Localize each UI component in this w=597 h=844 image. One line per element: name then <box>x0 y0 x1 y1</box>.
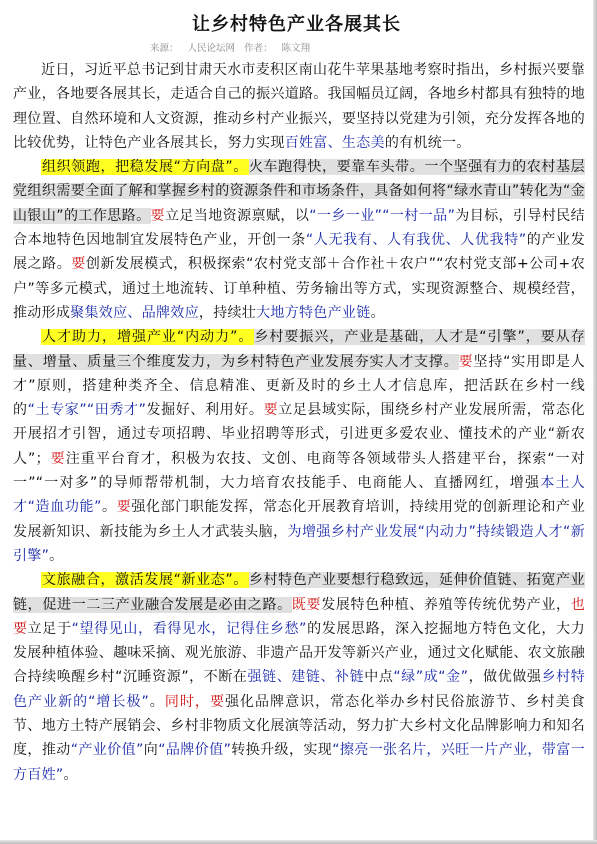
emphasis-text: 乡村特色产业新的“增长极” <box>13 669 585 710</box>
paragraph-text: 立足于 <box>27 620 72 637</box>
paragraph-text: 发展特色种植、养殖等传统优势产业， <box>321 596 571 613</box>
keyword-text: 要 <box>150 207 165 224</box>
paragraph-text: 近日，习近平总书记到甘肃天水市麦积区南山花牛苹果基地考察时指出，乡村振兴要靠产业，各地要各展其长，走适合自己的振兴道路。我国幅员辽阔，各地乡村都具有独特的地理位置、自然环境和人文资源，推动乡村产业振兴，要坚持以党建为引领，充分发挥各地的比较优势，让特色产业各展其长，努力实现 <box>13 62 585 151</box>
keyword-text: 同时， <box>164 693 210 710</box>
keyword-text: 要 <box>263 402 279 419</box>
paragraph-text: 发掘好、利用好。 <box>146 402 264 419</box>
emphasis-text: “望得见山，看得见水，记得住乡愁” <box>71 620 307 637</box>
article-paragraph <box>13 568 585 787</box>
paragraph-text: 。 <box>63 766 78 783</box>
paragraph-text: 创新发展模式，积极探索“农村党支部＋合作社＋农户”“农村党支部+公司+农户”等多元模式，通过土地流转、订单种植、劳务输出等方式，实现资源整合、规模经营，推动形成 <box>13 256 585 321</box>
emphasis-text: “绿”成“金” <box>393 669 469 686</box>
article-paragraph <box>13 325 585 568</box>
paragraph-text: 强化部门职能发挥，常态化开展教育培训，持续用党的创新理论和产业发展新知识、新技能为乡土人才武装头脑， <box>13 499 585 540</box>
article-meta <box>150 40 316 54</box>
author-label: 作者： <box>244 43 273 54</box>
highlighted-text: 火车跑得快，要靠车头带。一个坚强有力的农村基层党组织需要全面了解和掌握乡村的资源条件和市场条件，具备如何将“绿水青山”转化为“金山银山”的工作思路。 <box>13 159 585 224</box>
keyword-text: 也要 <box>13 596 585 637</box>
article-body <box>13 58 585 787</box>
highlighted-text: 乡村要振兴，产业是基础，人才是“引擎”，要从存量、增量、质量三个维度发力，为乡村特色产业发展夯实人才支撑。 <box>13 329 585 370</box>
paragraph-text: 的有机统一。 <box>384 134 471 151</box>
page-shadow-bottom <box>0 840 597 844</box>
paragraph-text: 中点 <box>364 669 394 686</box>
keyword-text: 要 <box>458 353 474 370</box>
emphasis-text: “品牌价值” <box>158 742 232 759</box>
paragraph-text: 。 <box>149 693 165 710</box>
paragraph-text: 。 <box>101 499 117 516</box>
emphasis-text: “产业价值” <box>70 742 144 759</box>
emphasis-text: “人无我有、人有我优、人优我特” <box>305 232 527 249</box>
paragraph-text: 。 <box>49 547 64 564</box>
paragraph-text: 的产业发展之路。 <box>13 232 586 273</box>
paragraph-text: 为目标，引导村民结合本地特色因地制宜发展特色产业，开创一条 <box>13 207 585 249</box>
paragraph-text: ，做优做强 <box>468 669 542 686</box>
emphasis-text: 本土人才“造血功能” <box>13 475 586 516</box>
emphasis-text: 百姓富、生态美 <box>284 134 385 151</box>
emphasis-text: “土专家”“田秀才” <box>27 402 147 419</box>
paragraph-text: 注重平台育才，积极为农技、文创、电商等各领域带头人搭建平台，探索“一对一”“一对多”的导师帮带机制，大力培育农技能手、电商能人、直播网红，增强 <box>13 450 585 492</box>
emphasis-text: 聚集效应、品牌效应 <box>70 304 199 321</box>
keyword-text: 要 <box>116 499 132 516</box>
keyword-text: 要 <box>209 693 225 710</box>
section-heading: 文旅融合，激活发展“新业态”。 <box>42 572 248 589</box>
source-value: 人民论坛网 <box>187 43 236 54</box>
keyword-text: 要 <box>49 450 66 467</box>
paragraph-text: 。 <box>370 304 385 321</box>
keyword-text: 要 <box>71 256 86 273</box>
section-heading: 组织领跑，把稳发展“方向盘”。 <box>42 159 248 176</box>
page-shadow-right <box>593 0 597 844</box>
highlighted-text: 乡村特色产业要想行稳致远，延伸价值链、拓宽产业链，促进一二三产业融合发展是必由之路。 <box>13 572 585 613</box>
paragraph-text: 的发展思路，深入挖掘地方特色文化，大力发展种植体验、趣味采摘、观光旅游、非遗产品开发等新兴产业，通过文化赋能、农文旅融合持续唤醒乡村“沉睡资源”，不断在 <box>13 620 585 686</box>
paragraph-text: 坚持“实用即是人才”原则，搭建种类齐全、信息精准、更新及时的乡土人才信息库，把活跃在乡村一线的 <box>13 353 585 419</box>
section-heading: 人才助力，增强产业“内动力”。 <box>42 329 254 346</box>
author-value: 陈文翔 <box>281 43 311 54</box>
article-paragraph <box>13 155 585 325</box>
article-paragraph <box>13 58 585 155</box>
paragraph-text: 立足当地资源禀赋，以 <box>164 207 310 224</box>
emphasis-text: 为增强乡村产业发展“内动力”持续锻造人才“新引擎” <box>13 523 586 564</box>
paragraph-text: 立足县域实际，围绕乡村产业发展所需，常态化开展招才引智，通过专项招聘、毕业招聘等形式，引进更多爱农业、懂技术的产业“新农人”； <box>13 402 585 467</box>
emphasis-text: 强链、建链、补链 <box>247 669 365 686</box>
paragraph-text: 强化品牌意识，常态化举办乡村民俗旅游节、乡村美食节、地方土特产展销会、乡村非物质文化展演等活动，努力扩大乡村文化品牌影响力和知名度，推动 <box>13 693 585 759</box>
emphasis-text: “一乡一业”“一村一品” <box>309 207 456 224</box>
source-label: 来源： <box>150 43 179 54</box>
paragraph-text: ，持续壮 <box>198 304 257 321</box>
emphasis-text: “擦亮一张名片，兴旺一片产业，带富一方百姓” <box>13 742 585 783</box>
paragraph-text: 转换升级，实现 <box>231 742 333 759</box>
paragraph-text: 向 <box>143 742 159 759</box>
article-title: 让乡村特色产业各展其长 <box>192 14 401 35</box>
keyword-text: 既要 <box>291 596 322 613</box>
emphasis-text: 大地方特色产业链 <box>256 304 371 321</box>
